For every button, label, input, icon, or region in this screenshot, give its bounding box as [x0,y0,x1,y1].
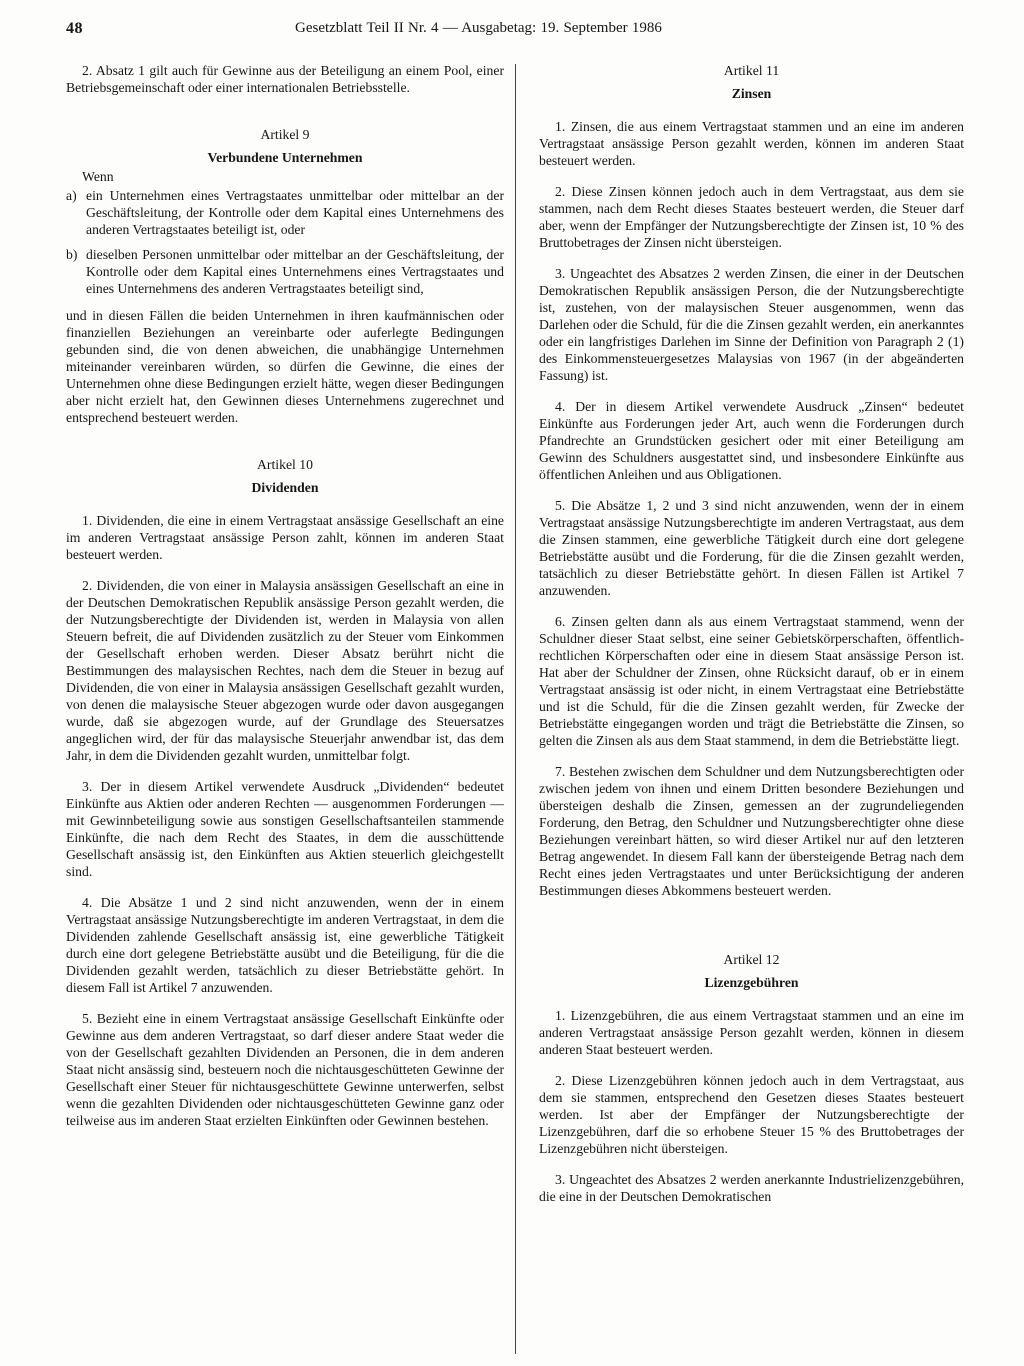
art12-paragraph: 3. Ungeachtet des Absatzes 2 werden anerkannte Industrielizenzgebühren, die eine in der Deutschen Demokratischen [539,1172,964,1204]
running-title: Gesetzblatt Teil II Nr. 4 — Ausgabetag: 19. September 1986 [295,20,662,36]
item-text: dieselben Personen unmittelbar oder mittelbar an der Geschäftsleitung, der Kontrolle oder dem Kapital eines Unternehmens eines Vertragstaates und eines Unternehmens des anderen Vertragstaates beteiligt sind, [86,247,504,296]
art9-item-a [66,187,504,238]
item-label: a) [66,188,77,203]
art12-paragraph: 1. Lizenzgebühren, die aus einem Vertragstaat stammen und an eine im anderen Vertragstaat ansässige Person gezahlt werden, können in diesem anderen Staat besteuert werden. [539,1008,964,1057]
art11-paragraph: 4. Der in diesem Artikel verwendete Ausdruck „Zinsen“ bedeutet Einkünfte aus Forderungen jeder Art, auch wenn die Forderungen durch Pfandrechte an Grundstücken gesichert oder mit einer Beteiligung am Gewinn des Schuldners ausgestattet sind, und insbesondere Einkünfte aus öffentlichen Anleihen und aus Obligationen. [539,399,964,482]
left-column [66,62,504,1143]
art9-title: Artikel 9 [260,127,310,142]
art11-paragraph: 1. Zinsen, die aus einem Vertragstaat stammen und an eine im anderen Vertragstaat ansässige Person gezahlt werden, können im anderen Staat besteuert werden. [539,119,964,168]
art11-paragraph: 7. Bestehen zwischen dem Schuldner und dem Nutzungsberechtigten oder zwischen jedem von ihnen und einem Dritten besondere Beziehungen und übersteigen deshalb die Zinsen, gemessen an der zugrundeliegenden Forderung, den Betrag, den Schuldner und Nutzungsberechtigter ohne diese Beziehungen vereinbart hätten, so wird dieser Artikel nur auf den letzteren Betrag angewendet. In diesem Fall kann der übersteigende Betrag nach dem Recht eines jeden Vertragstaates und unter Berücksichtigung der anderen Bestimmungen dieses Abkommens besteuert werden. [539,764,964,898]
art10-subtitle: Dividenden [251,480,319,495]
art9-closing: und in diesen Fällen die beiden Unternehmen in ihren kaufmännischen oder finanziellen Beziehungen an vereinbarte oder auferlegte Bedingungen gebunden sind, die von denen abweichen, die unabhängige Unternehmen miteinander vereinbaren würden, so dürfen die Gewinne, die eines der Unternehmen ohne diese Bedingungen erzielt hätte, wegen dieser Bedingungen aber nicht erzielt hat, den Gewinnen dieses Unternehmens zugerechnet und entsprechend besteuert werden. [66,308,504,425]
art10-paragraph: 1. Dividenden, die eine in einem Vertragstaat ansässige Gesellschaft an eine im anderen Vertragstaat ansässige Person zahlt, können im anderen Staat besteuert werden. [66,513,504,562]
art12-paragraph: 2. Diese Lizenzgebühren können jedoch auch in dem Vertragstaat, aus dem sie stammen, entsprechend den Gesetzen dieses Staates besteuert werden. Ist aber der Empfänger der Nutzungsberechtigte der Lizenzgebühren, darf die so erhobene Steuer 15 % des Bruttobetrages der Lizenzgebühren nicht übersteigen. [539,1073,964,1156]
art10-paragraph: 5. Bezieht eine in einem Vertragstaat ansässige Gesellschaft Einkünfte oder Gewinne aus dem anderen Vertragstaat, so darf dieser andere Staat weder die von der Gesellschaft gezahlten Dividenden an Personen, die in dem anderen Staat nicht ansässig sind, besteuern noch die nichtausgeschütteten Gewinne der Gesellschaft einer Steuer für nichtausgeschüttete Gewinne unterwerfen, selbst wenn die gezahlten Dividenden oder nichtausgeschütteten Gewinne ganz oder teilweise aus im anderen Staat erzielten Einkünften oder Gewinnen bestehen. [66,1011,504,1128]
art10-paragraph: 4. Die Absätze 1 und 2 sind nicht anzuwenden, wenn der in einem Vertragstaat ansässige Nutzungsberechtigte im anderen Vertragstaat, in dem die Dividenden zahlende Gesellschaft ansässig ist, eine gewerbliche Tätigkeit durch eine dort gelegene Betriebstätte ausübt und die Beteiligung, für die die Dividenden gezahlt werden, tatsächlich zu dieser Betriebstätte gehört. In diesem Fall ist Artikel 7 anzuwenden. [66,895,504,995]
item-label: b) [66,247,78,262]
column-divider [515,64,516,1354]
art12-subtitle: Lizenzgebühren [704,975,799,990]
art10-title: Artikel 10 [257,457,313,472]
right-column [539,62,964,1219]
art9-item-b [66,246,504,297]
art9-lead: Wenn [82,169,114,184]
art12-title: Artikel 12 [723,952,780,967]
item-text: ein Unternehmen eines Vertragstaates unmittelbar oder mittelbar an der Geschäftsleitung, der Kontrolle oder dem Kapital eines Unternehmens des anderen Vertragstaates beteiligt ist, oder [86,188,504,237]
art8-paragraph-2: 2. Absatz 1 gilt auch für Gewinne aus der Beteiligung an einem Pool, einer Betriebsgemeinschaft oder einer internationalen Betriebsstelle. [66,63,504,95]
art11-paragraph: 3. Ungeachtet des Absatzes 2 werden Zinsen, die einer in der Deutschen Demokratischen Republik ansässigen Person, die der Nutzungsberechtigte ist, zustehen, von der malaysischen Steuer ausgenommen, wenn das Darlehen oder die Schuld, für die die Zinsen gezahlt werden, ein anerkanntes oder ein langfristiges Darlehen im Sinne der Definition von Paragraph 2 (1) des Einkommensteuergesetzes Malaysias von 1967 (in der abgeänderten Fassung) ist. [539,266,964,383]
art11-paragraph: 5. Die Absätze 1, 2 und 3 sind nicht anzuwenden, wenn der in einem Vertragstaat ansässige Nutzungsberechtigte im anderen Vertragstaat, aus dem die Zinsen stammen, eine gewerbliche Tätigkeit durch eine dort gelegene Betriebstätte ausübt und die Forderung, für die die Zinsen gezahlt werden, tatsächlich zu dieser Betriebstätte gehört. In diesen Fällen ist Artikel 7 anzuwenden. [539,498,964,598]
art11-paragraph: 2. Diese Zinsen können jedoch auch in dem Vertragstaat, aus dem sie stammen, nach dem Recht dieses Staates besteuert werden, die Steuer darf aber, wenn der Empfänger der Nutzungsberechtigte der Zinsen ist, 10 % des Bruttobetrages der Zinsen nicht übersteigen. [539,184,964,250]
art11-title: Artikel 11 [723,63,780,78]
art11-paragraph: 6. Zinsen gelten dann als aus einem Vertragstaat stammend, wenn der Schuldner dieser Staat selbst, eine seiner Gebietskörperschaften, öffentlich-rechtlichen Körperschaften oder eine in diesem Staat ansässige Person ist. Hat aber der Schuldner der Zinsen, ohne Rücksicht darauf, ob er in einem Vertragstaat ansässig ist oder nicht, in einem Vertragstaat eine Betriebstätte und ist die Schuld, für die die Zinsen gezahlt werden, für Zwecke der Betriebstätte eingegangen worden und trägt die Betriebstätte die Zinsen, so gelten die Zinsen als aus dem Staat stammend, in dem die Betriebstätte liegt. [539,614,964,748]
art10-paragraph: 2. Dividenden, die von einer in Malaysia ansässigen Gesellschaft an eine in der Deutschen Demokratischen Republik ansässige Person gezahlt werden, die der Nutzungsberechtigte der Dividenden ist, werden in Malaysia von allen Steuern befreit, die auf Dividenden zusätzlich zu der Steuer vom Einkommen der Gesellschaft erhoben werden. Dieser Absatz berührt nicht die Bestimmungen des malaysischen Rechtes, nach dem die Steuer in bezug auf Dividenden, die von einer in Malaysia ansässigen Gesellschaft gezahlt wurden, von denen die malaysische Steuer abgezogen wurde oder davon ausgegangen wurde, daß sie abgezogen wurde, auf der Grundlage des Steuersatzes angeglichen wird, der für das malaysische Steuerjahr anwendbar ist, das dem Jahr, in dem die Dividenden gezahlt wurden, unmittelbar folgt. [66,578,504,763]
art11-subtitle: Zinsen [731,86,772,101]
page-number: 48 [66,20,83,37]
art9-subtitle: Verbundene Unternehmen [207,150,363,165]
art10-paragraph: 3. Der in diesem Artikel verwendete Ausdruck „Dividenden“ bedeutet Einkünfte aus Aktien oder anderen Rechten — ausgenommen Forderungen — mit Gewinnbeteiligung sowie aus sonstigen Gesellschaftsanteilen stammende Einkünfte, die nach dem Recht des Staates, in dem die ausschüttende Gesellschaft ansässig ist, den Einkünften aus Aktien steuerlich gleichgestellt sind. [66,779,504,879]
